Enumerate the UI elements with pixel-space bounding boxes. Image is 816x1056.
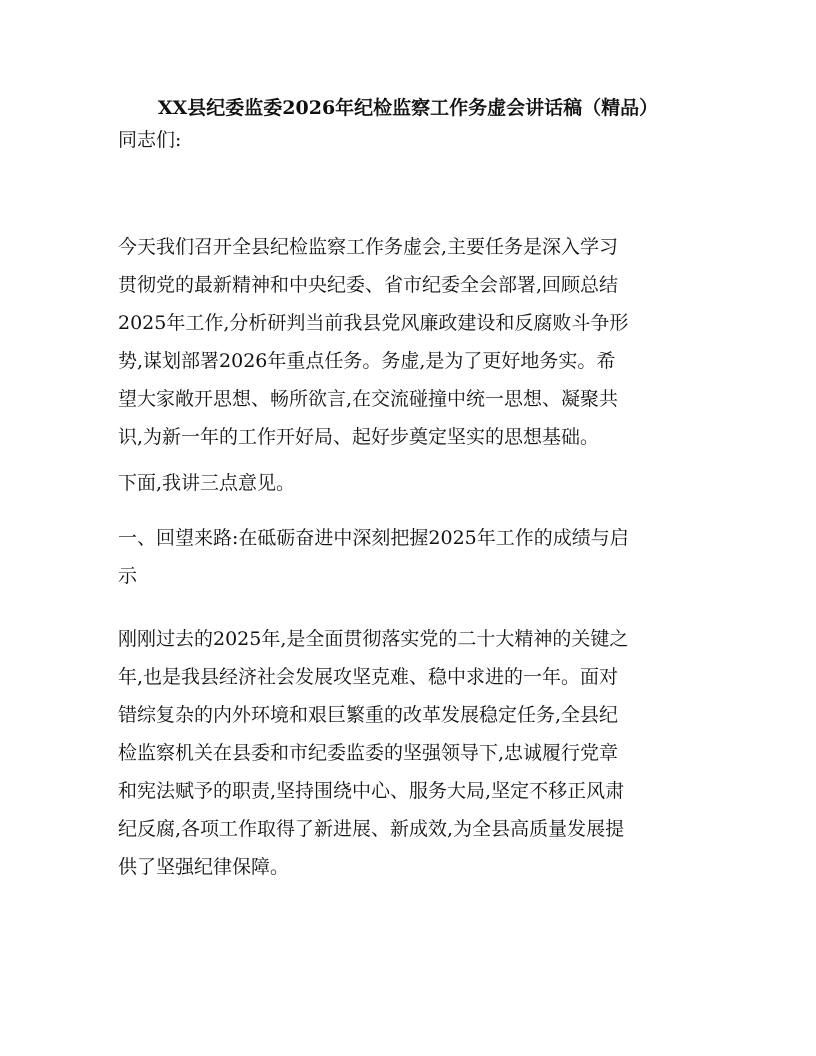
section-1-body-line: 供了坚强纪律保障。 (118, 856, 290, 878)
section-1-body-line: 检监察机关在县委和市纪委监委的坚强领导下,忠诚履行党章 (118, 742, 619, 764)
intro-line: 势,谋划部署2026年重点任务。务虚,是为了更好地务实。希 (118, 350, 616, 372)
greeting-text: 同志们: (118, 129, 182, 151)
section-1-body-line: 刚刚过去的2025年,是全面贯彻落实党的二十大精神的关键之 (118, 628, 629, 650)
section-1-heading-line: 示 (118, 565, 138, 587)
transition-paragraph (118, 464, 700, 502)
greeting-paragraph (118, 121, 700, 159)
section-1-body-line: 年,也是我县经济社会发展攻坚克难、稳中求进的一年。面对 (118, 666, 619, 688)
intro-line: 今天我们召开全县纪检监察工作务虚会,主要任务是深入学习 (118, 236, 619, 258)
intro-line: 识,为新一年的工作开好局、起好步奠定坚实的思想基础。 (118, 426, 600, 448)
transition-text: 下面,我讲三点意见。 (118, 472, 296, 494)
section-1-body (118, 620, 700, 886)
section-1-body-line: 纪反腐,各项工作取得了新进展、新成效,为全县高质量发展提 (118, 818, 625, 840)
intro-line: 贯彻党的最新精神和中央纪委、省市纪委全会部署,回顾总结 (118, 274, 619, 296)
intro-paragraph (118, 228, 700, 456)
intro-line: 望大家敞开思想、畅所欲言,在交流碰撞中统一思想、凝聚共 (118, 388, 619, 410)
intro-line: 2025年工作,分析研判当前我县党风廉政建设和反腐败斗争形 (118, 312, 629, 334)
section-1-heading (118, 519, 700, 595)
section-1-body-line: 错综复杂的内外环境和艰巨繁重的改革发展稳定任务,全县纪 (118, 704, 619, 726)
section-1-heading-line: 一、回望来路:在砥砺奋进中深刻把握2025年工作的成绩与启 (118, 527, 629, 549)
section-1-body-line: 和宪法赋予的职责,坚持围绕中心、服务大局,坚定不移正风肃 (118, 780, 625, 802)
document-title: XX县纪委监委2026年纪检监察工作务虚会讲话稿（精品） (157, 97, 659, 119)
